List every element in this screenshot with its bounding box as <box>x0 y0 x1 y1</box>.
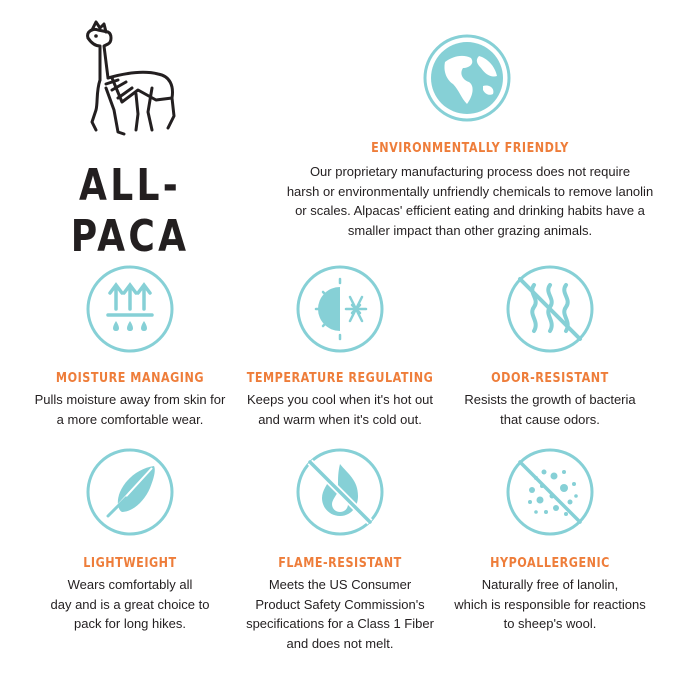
feature-desc-line: Pulls moisture away from skin for <box>34 392 226 407</box>
feature-temperature-regulating <box>225 370 455 429</box>
feature-desc-line: day and is a great choice to <box>50 596 210 612</box>
feature-desc-line: pack for long hikes. <box>73 616 186 631</box>
feature-desc-line: to sheep's wool. <box>503 616 597 631</box>
feature-desc-line: a more comfortable wear. <box>56 411 204 427</box>
feature-desc-line: Our proprietary manufacturing process does not require <box>309 164 631 179</box>
feature-desc-line: harsh or environmentally unfriendly chemicals to remove lanolin <box>286 183 654 199</box>
odor-resistant-icon <box>506 265 594 353</box>
hypoallergenic-icon <box>506 448 594 536</box>
feature-hypoallergenic <box>435 555 665 634</box>
feature-desc-line: Naturally free of lanolin, <box>481 577 619 592</box>
alpaca-logo-icon <box>78 18 188 143</box>
feature-title: LIGHTWEIGHT <box>83 556 177 571</box>
feature-environmentally-friendly <box>270 140 670 240</box>
feature-desc-line: Resists the growth of bacteria <box>464 392 636 407</box>
feature-title: TEMPERATURE REGULATING <box>246 371 434 386</box>
feature-desc-line: and does not melt. <box>286 635 394 651</box>
feature-desc-line: that cause odors. <box>500 411 600 427</box>
globe-icon <box>423 34 511 122</box>
temperature-icon <box>296 265 384 353</box>
feature-odor-resistant <box>435 370 665 429</box>
feature-desc-line: smaller impact than other grazing animals. <box>347 222 593 238</box>
feature-desc-line: specifications for a Class 1 Fiber <box>246 616 434 631</box>
feature-desc-line: Keeps you cool when it's hot out <box>246 392 434 407</box>
feature-title: ENVIRONMENTALLY FRIENDLY <box>371 141 569 156</box>
feature-title: HYPOALLERGENIC <box>490 556 610 571</box>
moisture-icon <box>86 265 174 353</box>
feature-title: MOISTURE MANAGING <box>55 371 205 386</box>
feature-desc-line: or scales. Alpacas' efficient eating and drinking habits have a <box>295 203 645 218</box>
feather-icon <box>86 448 174 536</box>
feature-title: FLAME-RESISTANT <box>278 556 402 571</box>
feature-flame-resistant <box>225 555 455 653</box>
feature-desc-line: which is responsible for reactions <box>454 596 646 612</box>
flame-resistant-icon <box>296 448 384 536</box>
feature-desc-line: Product Safety Commission's <box>255 596 425 612</box>
feature-lightweight <box>15 555 245 634</box>
feature-moisture-managing <box>15 370 245 429</box>
feature-title: ODOR-RESISTANT <box>491 371 609 386</box>
feature-desc-line: Wears comfortably all <box>67 577 193 592</box>
feature-desc-line: Meets the US Consumer <box>268 577 412 592</box>
feature-desc-line: and warm when it's cold out. <box>258 411 422 427</box>
brand-name: ALL-PACA <box>70 160 190 262</box>
